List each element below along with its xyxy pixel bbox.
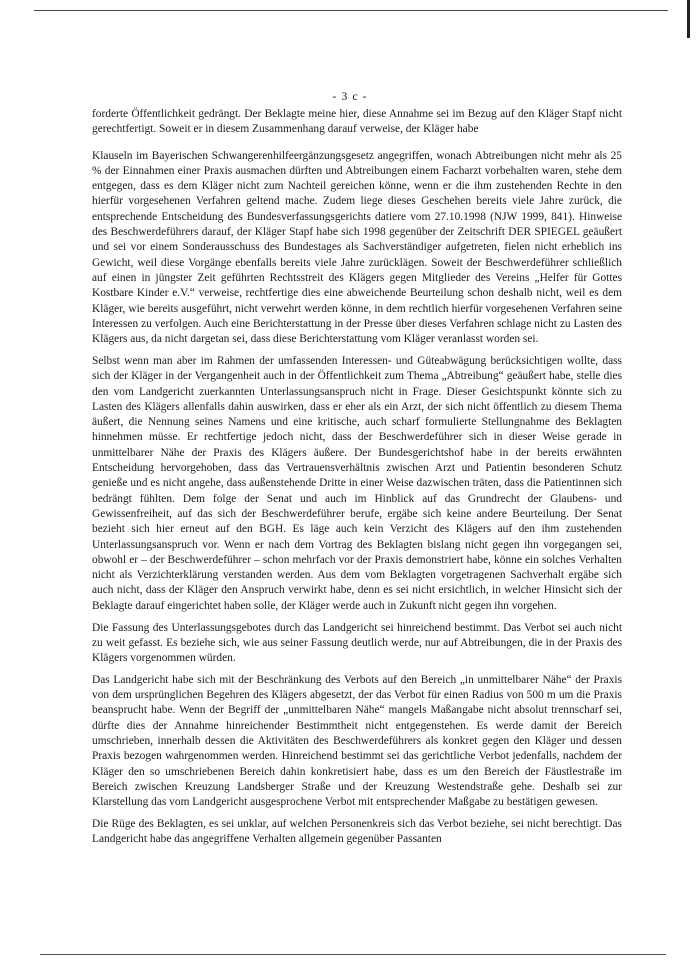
paragraph-5: Das Landgericht habe sich mit der Beschränkung des Verbots auf den Bereich „in unmittelbarer Nähe“ der Praxis von dem ursprünglichen Begehren des Klägers abgesetzt, der das Verbot für einen Radius von 500 m um die Praxis beansprucht habe. Wenn der Begriff der „unmittelbaren Nähe“ mangels Maßangabe nicht absolut trennscharf sei, dürfte dies der Annahme hinreichender Bestimmtheit nicht entgegenstehen. Es werde damit der Bereich umschrieben, innerhalb dessen die Aktivitäten des Beschwerdeführers als konkret gegen den Kläger und dessen Praxis bezogen wahrgenommen werden. Hinreichend bestimmt sei das gerichtliche Verbot jedenfalls, nachdem der Kläger den so umschriebenen Bereich dahin konkretisiert habe, dass es um den Bereich der Fäustlestraße im Bereich zwischen Kreuzung Landsberger Straße und der Kreuzung Westendstraße gehe. Deshalb sei zur Klarstellung das vom Landgericht ausgesprochene Verbot mit entsprechender Maßgabe zu bestätigen gewesen. — [92, 673, 622, 809]
bottom-rule — [40, 954, 666, 955]
paragraph-2: Klauseln im Bayerischen Schwangerenhilfeergänzungsgesetz angegriffen, wonach Abtreibungen nicht mehr als 25 % der Einnahmen einer Praxis ausmachen dürften und Abtreibungen einem Facharzt vorbehalten waren, stehe dem entgegen, dass es dem Kläger nicht zum Nachteil gereichen könne, wenn er die ihm zustehenden Rechte in den hierfür vorgesehenen Verfahren geltend mache. Zudem liege dieses Geschehen bereits viele Jahre zurück, die entsprechende Entscheidung des Bundesverfassungsgerichts datiere vom 27.10.1998 (NJW 1999, 841). Hinweise des Beschwerdeführers darauf, der Kläger Stapf habe sich 1998 gegenüber der Zeitschrift DER SPIEGEL geäußert und sei vor einem Sonderausschuss des Bundestages als Sachverständiger aufgetreten, fielen nicht erheblich ins Gewicht, weil diese Vorgänge ebenfalls bereits viele Jahre zurücklägen. Soweit der Beschwerdeführer schließlich auf einen in jüngster Zeit geführten Rechtsstreit des Klägers gegen Mitglieder des Vereins „Helfer für Gottes Kostbare Kinder e.V.“ verweise, rechtfertige dies eine abweichende Beurteilung schon deshalb nicht, weil es dem Kläger, wie bereits ausgeführt, nicht verwehrt werden könne, in dem rechtlich hierfür vorgesehenen Verfahren seine Interessen zu verfolgen. Auch eine Berichterstattung in der Presse über dieses Verfahren schlage nicht zu Lasten des Klägers aus, da nicht dargetan sei, dass diese Berichterstattung vom Kläger veranlasst worden sei. — [92, 149, 622, 346]
scan-edge-mark — [687, 0, 690, 38]
page-number: - 3 c - — [332, 89, 368, 103]
paragraph-4: Die Fassung des Unterlassungsgebotes durch das Landgericht sei hinreichend bestimmt. Das Verbot sei auch nicht zu weit gefasst. Es beziehe sich, wie aus seiner Fassung deutlich werde, nur auf Abtreibungen, die in der Praxis des Klägers vorgenommen würden. — [92, 621, 622, 665]
top-rule — [34, 10, 668, 11]
paragraph-6: Die Rüge des Beklagten, es sei unklar, auf welchen Personenkreis sich das Verbot beziehe, sei nicht berechtigt. Das Landgericht habe das angegriffene Verhalten allgemein gegenüber Passanten — [92, 818, 622, 846]
paragraph-1: forderte Öffentlichkeit gedrängt. Der Beklagte meine hier, diese Annahme sei im Bezug auf den Kläger Stapf nicht gerechtfertigt. Soweit er in diesem Zusammenhang darauf verweise, der Kläger habe — [92, 108, 622, 136]
paragraph-3: Selbst wenn man aber im Rahmen der umfassenden Interessen- und Güteabwägung berücksichtigen wollte, dass sich der Kläger in der Vergangenheit auch in der Öffentlichkeit zum Thema „Abtreibung“ geäußert habe, stelle dies den vom Landgericht zuerkannten Unterlassungsanspruch nicht in Frage. Dieser Gesichtspunkt könnte sich zu Lasten des Klägers allenfalls dahin auswirken, dass er eher als ein Arzt, der sich nicht öffentlich zu diesem Thema äußert, die Nennung seines Namens und eine kritische, auch scharf formulierte Stellungnahme des Beklagten hinnehmen müsse. Er rechtfertige jedoch nicht, dass der Beschwerdeführer sich in dieser Weise gerade in unmittelbarer Nähe der Praxis des Klägers äußere. Der Bundesgerichtshof habe in der bereits erwähnten Entscheidung hervorgehoben, dass das Vertrauensverhältnis zwischen Arzt und Patientin besonderen Schutz genieße und es nicht angehe, dass außenstehende Dritte in einer Weise dazwischen träten, dass die Patientinnen sich bedrängt fühlten. Dem folge der Senat und auch im Hinblick auf das Grundrecht der Glaubens- und Gewissenfreiheit, auf das sich der Beschwerdeführer berufe, ergäbe sich keine andere Beurteilung. Der Senat bezieht sich hier erneut auf den BGH. Es läge auch kein Verzicht des Klägers auf den ihm zustehenden Unterlassungsanspruch vor. Wenn er nach dem Vortrag des Beklagten bislang nicht gegen ihn vorgegangen sei, obwohl er – der Beschwerdeführer – schon mehrfach vor der Praxis demonstriert habe, könne ein solches Verhalten nicht als Verzichterklärung verstanden werden. Aus dem vom Beklagten vorgetragenen Sachverhalt ergäbe sich auch nicht, dass der Kläger den Anspruch verwirkt habe, denn es sei nicht ersichtlich, in welcher Hinsicht sich der Beklagte darauf eingerichtet haben solle, der Kläger werde auch in Zukunft nicht gegen ihn vorgehen. — [92, 354, 622, 612]
document-body — [92, 107, 622, 854]
